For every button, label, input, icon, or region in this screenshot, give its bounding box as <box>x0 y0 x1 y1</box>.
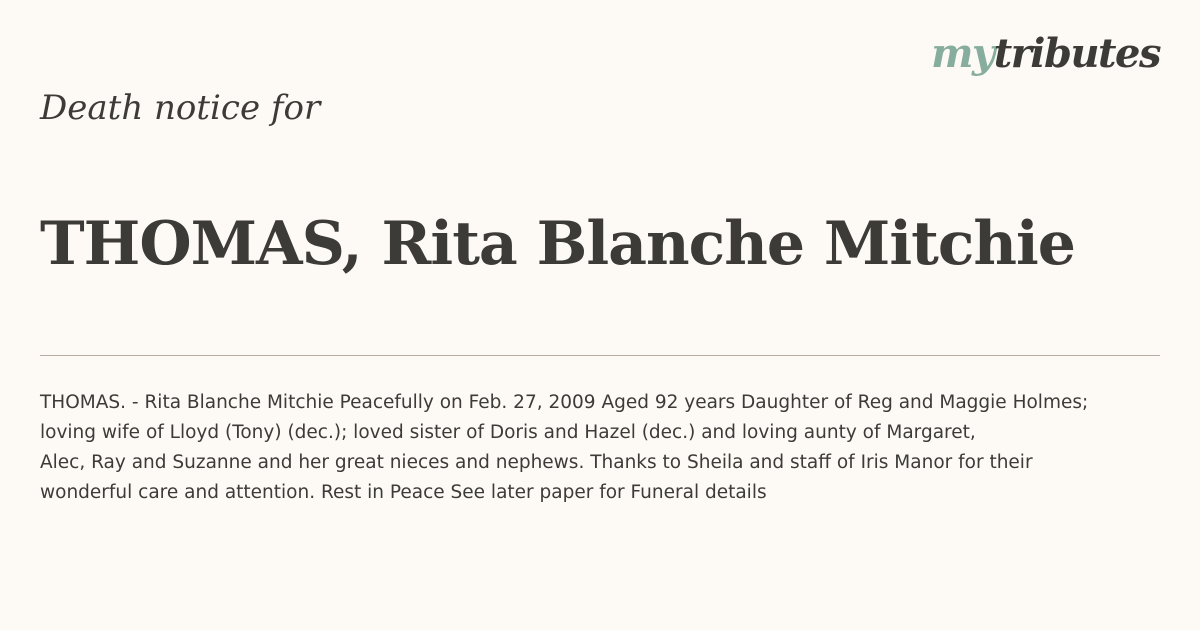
mytributes-logo[interactable] <box>931 30 1160 77</box>
divider <box>40 355 1160 356</box>
notice-kicker: Death notice for <box>40 88 321 128</box>
deceased-name: THOMAS, Rita Blanche Mitchie <box>40 209 1075 279</box>
logo-prefix: my <box>931 30 994 77</box>
logo-suffix: tributes <box>993 30 1160 77</box>
notice-text: THOMAS. - Rita Blanche Mitchie Peacefully on Feb. 27, 2009 Aged 92 years Daughter of Reg and Maggie Holmes; loving wife of Lloyd (Tony) (dec.); loved sister of Doris and Hazel (dec.) and loving aunty of Margaret, Alec, Ray and Suzanne and her great nieces and nephews. Thanks to Sheila and staff of Iris Manor for their wonderful care and attention. Rest in Peace See later paper for Funeral details <box>40 392 1089 503</box>
